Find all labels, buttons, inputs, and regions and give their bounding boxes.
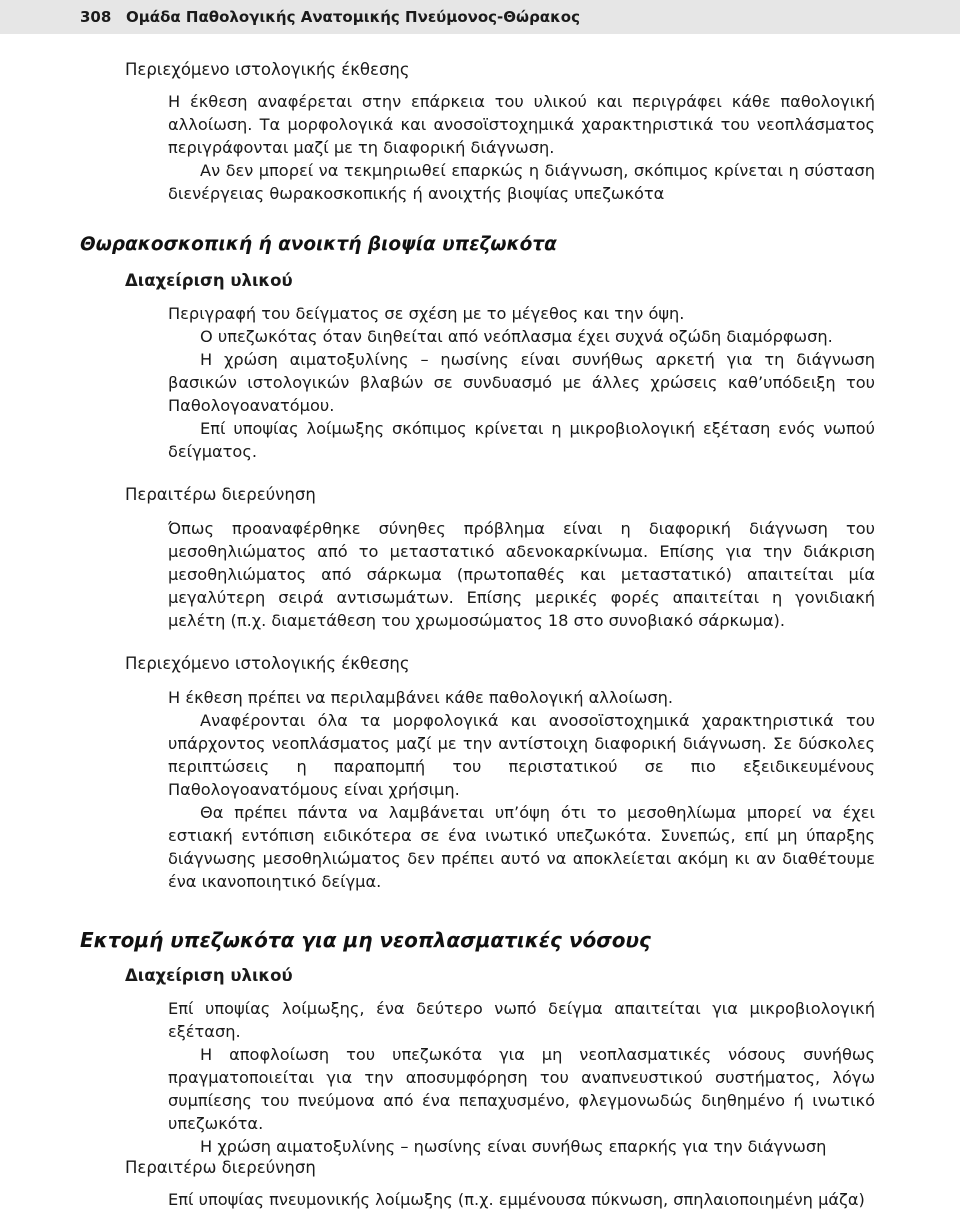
paragraph: Η χρώση αιματοξυλίνης – ηωσίνης είναι συνήθως επαρκής για την διάγνωση [200, 1137, 827, 1156]
running-header [0, 0, 960, 34]
paragraph: Η έκθεση πρέπει να περιλαμβάνει κάθε παθολογική αλλοίωση. [168, 688, 674, 707]
paragraph: Αναφέρονται όλα τα μορφολογικά και ανοσοϊστοχημικά χαρακτηριστικά του υπάρχοντος νεοπλάσματος μαζί με την αντίστοιχη διαφορική διάγνωση. Σε δύσκολες περιπτώσεις η παραπομπή του περιστατικού σε πιο εξειδικευμένους Παθολογοανατόμους είναι χρήσιμη. [168, 711, 875, 799]
report-content-text [168, 90, 875, 205]
section-heading-report-content: Περιεχόμενο ιστολογικής έκθεσης [125, 60, 410, 79]
paragraph: Επί υποψίας πνευμονικής λοίμωξης (π.χ. εμμένουσα πύκνωση, σπηλαιοποιημένη μάζα) [168, 1190, 865, 1209]
section-heading-further-investigation: Περαιτέρω διερεύνηση [125, 1158, 316, 1177]
running-title: Ομάδα Παθολογικής Ανατομικής Πνεύμονος-Θώρακος [126, 8, 580, 26]
paragraph: Επί υποψίας λοίμωξης, ένα δεύτερο νωπό δείγμα απαιτείται για μικροβιολογική εξέταση. [168, 999, 875, 1041]
paragraph: Περιγραφή του δείγματος σε σχέση με το μέγεθος και την όψη. [168, 304, 685, 323]
section-heading-further-investigation: Περαιτέρω διερεύνηση [125, 485, 316, 504]
paragraph: Η χρώση αιματοξυλίνης – ηωσίνης είναι συνήθως αρκετή για τη διάγνωση βασικών ιστολογικών βλαβών σε συνδυασμό με άλλες χρώσεις καθ’υπόδειξη του Παθολογοανατόμου. [168, 350, 875, 415]
material-handling-text [168, 997, 875, 1158]
further-investigation-text [168, 517, 875, 632]
section-title-thoracoscopic-biopsy: Θωρακοσκοπική ή ανοικτή βιοψία υπεζωκότα [80, 234, 557, 255]
report-content-text [168, 686, 875, 893]
paragraph: Ο υπεζωκότας όταν διηθείται από νεόπλασμα έχει συχνά οζώδη διαμόρφωση. [200, 327, 833, 346]
section-heading-report-content: Περιεχόμενο ιστολογικής έκθεσης [125, 654, 410, 673]
further-investigation-text [168, 1188, 875, 1211]
paragraph: Επί υποψίας λοίμωξης σκόπιμος κρίνεται η μικροβιολογική εξέταση ενός νωπού δείγματος. [168, 419, 875, 461]
section-heading-material-handling: Διαχείριση υλικού [125, 271, 293, 290]
paragraph: Αν δεν μπορεί να τεκμηριωθεί επαρκώς η διάγνωση, σκόπιμος κρίνεται η σύσταση διενέργειας θωρακοσκοπικής ή ανοιχτής βιοψίας υπεζωκότα [168, 161, 875, 203]
paragraph: Η έκθεση αναφέρεται στην επάρκεια του υλικού και περιγράφει κάθε παθολογική αλλοίωση. Τα μορφολογικά και ανοσοϊστοχημικά χαρακτηριστικά του νεοπλάσματος περιγράφονται μαζί με τη διαφορική διάγνωση. [168, 92, 875, 157]
material-handling-text [168, 302, 875, 463]
paragraph: Η αποφλοίωση του υπεζωκότα για μη νεοπλασματικές νόσους συνήθως πραγματοποιείται για την αποσυμφόρηση του αναπνευστικού συστήματος, λόγω συμπίεσης του πνεύμονα από ένα πεπαχυσμένο, φλεγμονωδώς διηθημένο ή ινωτικό υπεζωκότα. [168, 1045, 875, 1133]
section-heading-material-handling: Διαχείριση υλικού [125, 966, 293, 985]
section-title-pleurectomy: Εκτομή υπεζωκότα για μη νεοπλασματικές νόσους [80, 928, 651, 952]
paragraph: Όπως προαναφέρθηκε σύνηθες πρόβλημα είναι η διαφορική διάγνωση του μεσοθηλιώματος από το μεταστατικό αδενοκαρκίνωμα. Επίσης για την διάκριση μεσοθηλιώματος από σάρκωμα (πρωτοπαθές και μεταστατικό) απαιτείται μία μεγαλύτερη σειρά αντισωμάτων. Επίσης μερικές φορές απαιτείται η γονιδιακή μελέτη (π.χ. διαμετάθεση του χρωμοσώματος 18 στο συνοβιακό σάρκωμα). [168, 519, 875, 630]
paragraph: Θα πρέπει πάντα να λαμβάνεται υπ’όψη ότι το μεσοθηλίωμα μπορεί να έχει εστιακή εντόπιση ειδικότερα σε ένα ινωτικό υπεζωκότα. Συνεπώς, επί μη ύπαρξης διάγνωσης μεσοθηλιώματος δεν πρέπει αυτό να αποκλείεται ακόμη κι αν διαθέτουμε ένα ικανοποιητικό δείγμα. [168, 803, 875, 891]
page-number: 308 [80, 8, 112, 26]
